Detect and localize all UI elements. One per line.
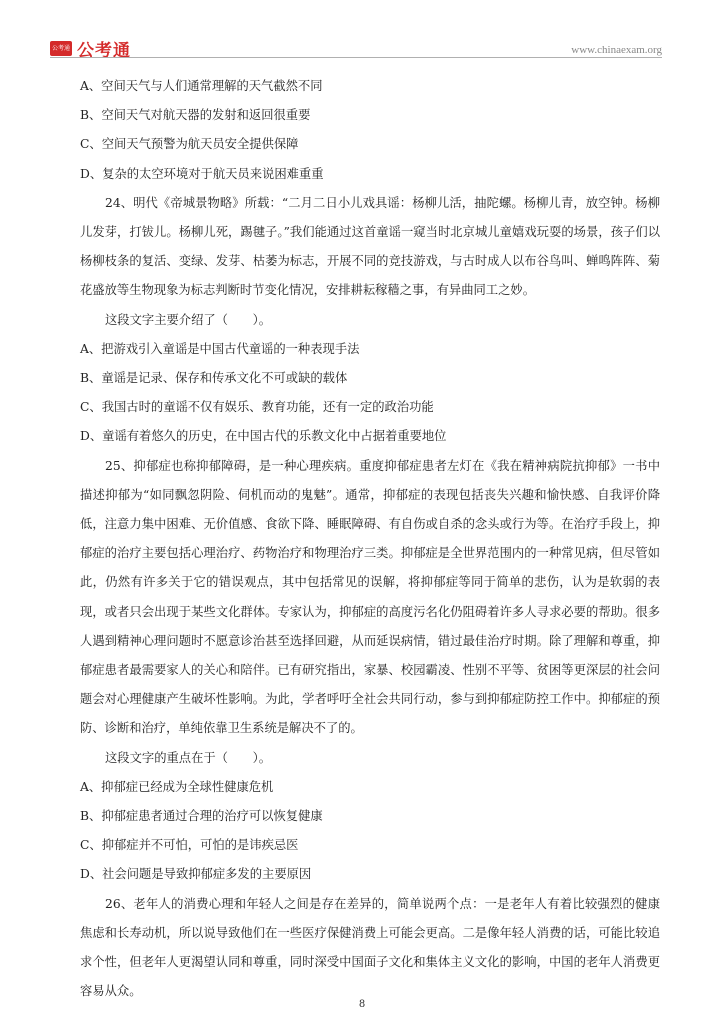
site-url-link[interactable]: www.chinaexam.org: [571, 44, 662, 56]
q24-option-a: A、把游戏引入童谣是中国古代童谣的一种表现手法: [80, 341, 360, 356]
header-divider: [50, 57, 662, 58]
question-25: [80, 452, 660, 890]
q25-option-a: A、抑郁症已经成为全球性健康危机: [80, 779, 274, 794]
question-23-options: [80, 72, 660, 189]
question-24: [80, 189, 660, 452]
logo-text: 公考通: [77, 41, 131, 61]
q24-passage: 24、明代《帝城景物略》所载：“二月二日小儿戏具谣：杨柳儿活，抽陀螺。杨柳儿青，放空钟。杨柳儿发芽，打钹儿。杨柳儿死，踢毽子。”我们能通过这首童谣一窥当时北京城儿童嬉戏玩耍的场景，孩子们以杨柳枝条的复活、变绿、发芽、枯萎为标志，开展不同的竞技游戏，与古时成人以布谷鸟叫、蝉鸣阵阵、菊花盛放等生物现象为标志判断时节变化情况，安排耕耘稼穑之事，有异曲同工之妙。: [80, 195, 660, 298]
q24-option-d: D、童谣有着悠久的历史，在中国古代的乐教文化中占据着重要地位: [80, 429, 447, 444]
q25-option-b: B、抑郁症患者通过合理的治疗可以恢复健康: [80, 809, 323, 824]
q23-option-a: A、空间天气与人们通常理解的天气截然不同: [80, 79, 323, 93]
q25-option-c: C、抑郁症并不可怕，可怕的是讳疾忌医: [80, 838, 299, 853]
page-number: 8: [358, 999, 366, 1010]
q23-option-d: D、复杂的太空环境对于航天员来说困难重重: [80, 166, 324, 181]
q24-stem: 这段文字主要介绍了（ ）。: [105, 312, 272, 327]
q23-option-c: C、空间天气预警为航天员安全提供保障: [80, 137, 299, 152]
q25-option-d: D、社会问题是导致抑郁症多发的主要原因: [80, 867, 312, 882]
q26-passage: 26、老年人的消费心理和年轻人之间是存在差异的，简单说两个点：一是老年人有着比较强烈的健康焦虑和长寿动机，所以说导致他们在一些医疗保健消费上可能会更高。二是像年轻人消费的话，可能比较追求个性，但老年人更渴望认同和尊重，同时深受中国面子文化和集体主义文化的影响，中国的老年人消费更容易从众。: [80, 896, 660, 999]
logo-mark-icon: 公考通: [50, 41, 72, 56]
q25-stem: 这段文字的重点在于（ ）。: [105, 750, 272, 765]
page-header: [0, 0, 724, 64]
q24-option-c: C、我国古时的童谣不仅有娱乐、教育功能，还有一定的政治功能: [80, 400, 434, 415]
q25-passage: 25、抑郁症也称抑郁障碍，是一种心理疾病。重度抑郁症患者左灯在《我在精神病院抗抑郁》一书中描述抑郁为“如同飘忽阴险、伺机而动的鬼魅”。通常，抑郁症的表现包括丧失兴趣和愉快感、自我评价降低，注意力集中困难、无价值感、食欲下降、睡眠障碍、有自伤或自杀的念头或行为等。在治疗手段上，抑郁症的治疗主要包括心理治疗、药物治疗和物理治疗三类。抑郁症是全世界范围内的一种常见病，但尽管如此，仍然有许多关于它的错误观点，其中包括常见的误解，将抑郁症等同于简单的悲伤，认为是软弱的表现，或者只会出现于某些文化群体。专家认为，抑郁症的高度污名化仍阻碍着许多人寻求必要的帮助。很多人遇到精神心理问题时不愿意诊治甚至选择回避，从而延误病情，错过最佳治疗时期。除了理解和尊重，抑郁症患者最需要家人的关心和陪伴。已有研究指出，家暴、校园霸凌、性别不平等、贫困等更深层的社会问题会对心理健康产生破坏性影响。为此，学者呼吁全社会共同行动，参与到抑郁症防控工作中。抑郁症的预防、诊断和治疗，单纯依靠卫生系统是解决不了的。: [80, 458, 660, 736]
question-26: [80, 890, 660, 1007]
document-body: [80, 72, 660, 1007]
q24-option-b: B、童谣是记录、保存和传承文化不可或缺的载体: [80, 371, 348, 386]
q23-option-b: B、空间天气对航天器的发射和返回很重要: [80, 108, 311, 123]
